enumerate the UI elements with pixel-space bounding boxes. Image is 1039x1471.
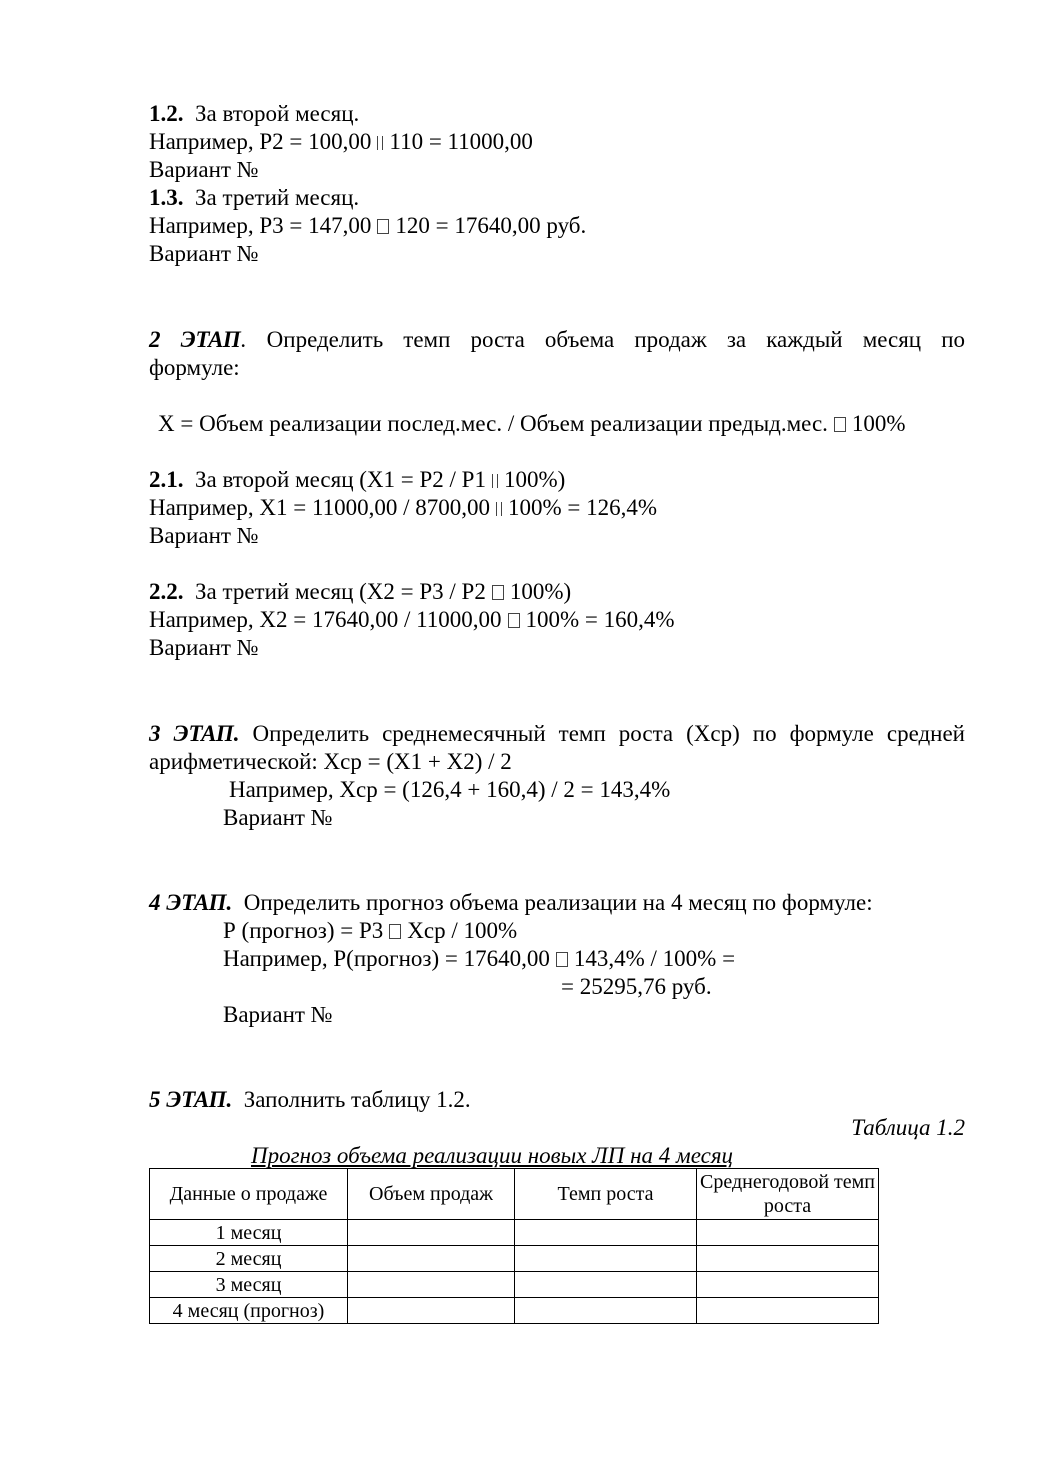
column-header: Данные о продаже	[150, 1169, 348, 1220]
example-text: Например, Р(прогноз) = 17640,00	[223, 946, 550, 971]
example-text-tail: 100% = 126,4%	[508, 495, 658, 520]
missing-glyph-icon	[492, 474, 498, 488]
stage-text: Определить среднемесячный темп роста (Хср) по формуле средней	[252, 721, 965, 746]
section-2-1-variant: Вариант №	[149, 523, 259, 548]
table-cell	[697, 1246, 879, 1272]
example-text: Например, Х2 = 17640,00 / 11000,00	[149, 607, 502, 632]
example-text: Например, Х1 = 11000,00 / 8700,00	[149, 495, 491, 520]
formula-tail: Хср / 100%	[407, 918, 518, 943]
table-row	[150, 1298, 879, 1324]
section-title: За второй месяц (Х1 = Р2 / Р1	[195, 467, 486, 492]
table-cell	[348, 1298, 515, 1324]
stage-label: 5 ЭТАП.	[149, 1087, 233, 1112]
section-2-2-example	[149, 606, 675, 634]
stage-2-intro-line2: формуле:	[149, 355, 240, 380]
missing-glyph-icon	[492, 585, 504, 600]
stage-label: 4 ЭТАП.	[149, 890, 233, 915]
column-header: Темп роста	[515, 1169, 697, 1220]
missing-glyph-icon	[389, 924, 401, 939]
example-text-tail: 100% = 160,4%	[525, 607, 675, 632]
section-1-3-example	[149, 212, 586, 240]
section-2-2-heading	[149, 578, 571, 606]
stage-4-example	[223, 945, 735, 973]
example-text: Например, Р2 = 100,00	[149, 129, 372, 154]
section-2-1-heading	[149, 466, 565, 494]
stage-label: 3 ЭТАП.	[149, 721, 240, 746]
missing-glyph-icon	[834, 417, 846, 432]
example-text-tail: 120 = 17640,00 руб.	[395, 213, 587, 238]
table-row	[150, 1246, 879, 1272]
table-cell	[697, 1298, 879, 1324]
section-1-2-variant: Вариант №	[149, 157, 259, 182]
stage-3-variant: Вариант №	[223, 805, 333, 830]
stage-3-intro-line2: арифметической: Хср = (Х1 + Х2) / 2	[149, 749, 512, 774]
table-cell	[697, 1220, 879, 1246]
stage-4-intro	[149, 889, 873, 917]
stage-2-intro: 2 ЭТАП. Определить темп роста объема продаж за каждый месяц по	[149, 327, 966, 352]
table-header-row	[150, 1169, 879, 1220]
table-cell	[515, 1298, 697, 1324]
example-text-tail: 143,4% / 100% =	[573, 946, 736, 971]
section-number: 1.3.	[149, 185, 184, 210]
example-text: Например, Р3 = 147,00	[149, 213, 372, 238]
table-label: Таблица 1.2	[851, 1115, 965, 1140]
stage-label: 2 ЭТАП	[149, 327, 241, 352]
section-title: За третий месяц (Х2 = Р3 / Р2	[195, 579, 486, 604]
row-label: 4 месяц (прогноз)	[150, 1298, 348, 1324]
formula-tail: 100%	[851, 411, 906, 436]
forecast-table	[149, 1168, 879, 1324]
stage-2-formula	[158, 410, 906, 438]
missing-glyph-icon	[556, 952, 568, 967]
missing-glyph-icon	[508, 613, 520, 628]
stage-4-variant: Вариант №	[223, 1002, 333, 1027]
row-label: 3 месяц	[150, 1272, 348, 1298]
table-cell	[348, 1272, 515, 1298]
stage-text: Определить прогноз объема реализации на 4 месяц по формуле:	[243, 890, 873, 915]
section-1-2-example	[149, 128, 533, 156]
section-title-tail: 100%)	[509, 579, 572, 604]
section-title: За второй месяц.	[195, 101, 360, 126]
section-2-2-variant: Вариант №	[149, 635, 259, 660]
table-cell	[348, 1246, 515, 1272]
formula-text: Р (прогноз) = Р3	[223, 918, 384, 943]
section-1-3-heading	[149, 184, 359, 212]
section-1-3-variant: Вариант №	[149, 241, 259, 266]
table-row	[150, 1220, 879, 1246]
example-text-tail: 110 = 11000,00	[389, 129, 533, 154]
missing-glyph-icon	[496, 502, 502, 516]
table-row	[150, 1272, 879, 1298]
missing-glyph-icon	[377, 219, 389, 234]
table-cell	[515, 1246, 697, 1272]
stage-text: Заполнить таблицу 1.2.	[243, 1087, 471, 1112]
section-1-2-heading	[149, 100, 359, 128]
stage-3-example: Например, Хср = (126,4 + 160,4) / 2 = 143,4%	[229, 777, 671, 802]
row-label: 1 месяц	[150, 1220, 348, 1246]
stage-5-intro	[149, 1086, 471, 1114]
stage-3-intro	[149, 720, 965, 748]
stage-4-result: = 25295,76 руб.	[561, 974, 712, 999]
section-number: 2.1.	[149, 467, 184, 492]
missing-glyph-icon	[377, 136, 383, 150]
column-header: Среднегодовой темп роста	[697, 1169, 879, 1220]
table-cell	[697, 1272, 879, 1298]
stage-text: Определить темп роста объема продаж за каждый месяц по	[266, 327, 966, 352]
table-cell	[515, 1272, 697, 1298]
section-number: 2.2.	[149, 579, 184, 604]
table-cell	[515, 1220, 697, 1246]
section-title: За третий месяц.	[195, 185, 360, 210]
section-title-tail: 100%)	[503, 467, 566, 492]
section-2-1-example	[149, 494, 657, 522]
formula-text: Х = Объем реализации послед.мес. / Объем реализации предыд.мес.	[158, 411, 828, 436]
column-header: Объем продаж	[348, 1169, 515, 1220]
table-cell	[348, 1220, 515, 1246]
section-number: 1.2.	[149, 101, 184, 126]
stage-4-formula	[223, 917, 517, 945]
row-label: 2 месяц	[150, 1246, 348, 1272]
table-title: Прогноз объема реализации новых ЛП на 4 месяц	[250, 1143, 734, 1168]
